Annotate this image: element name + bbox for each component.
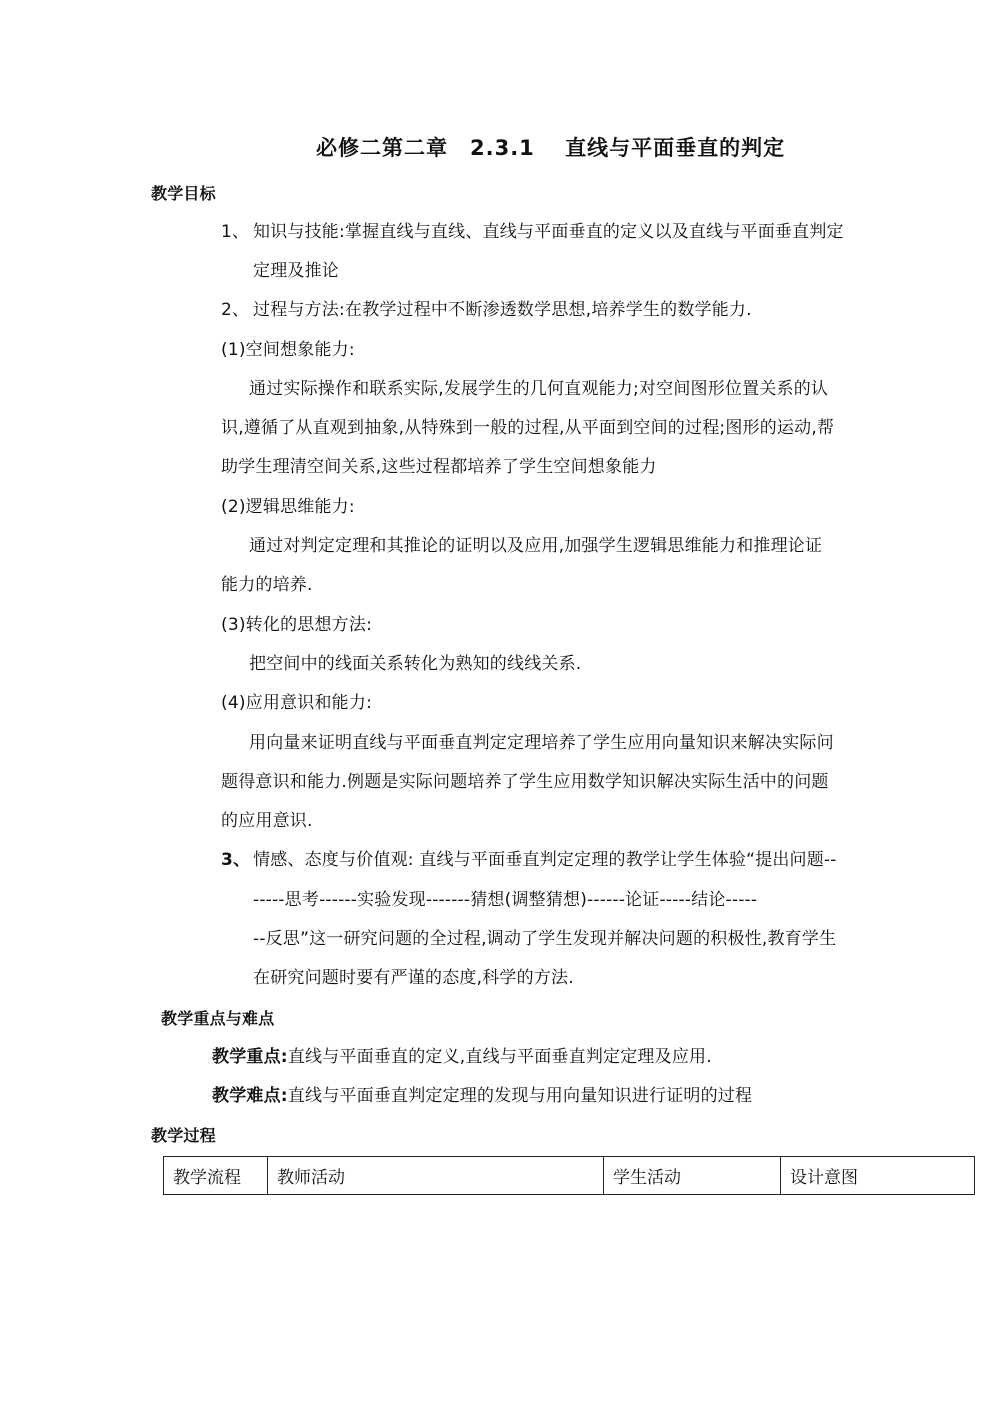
subgoal-3-line-1: 把空间中的线面关系转化为熟知的线线关系. xyxy=(249,654,582,674)
focus-label: 教学重点: xyxy=(212,1047,288,1067)
goal-item-2-number: 2、 xyxy=(221,300,250,320)
subgoal-4-heading: (4)应用意识和能力: xyxy=(221,693,373,713)
goal-item-3-line-4: 在研究问题时要有严谨的态度,科学的方法. xyxy=(253,968,574,988)
goal-item-1-line-1: 知识与技能:掌握直线与直线、直线与平面垂直的定义以及直线与平面垂直判定 xyxy=(253,222,844,242)
subgoal-2-line-1: 通过对判定定理和其推论的证明以及应用,加强学生逻辑思维能力和推理论证 xyxy=(249,536,823,556)
table-header-row xyxy=(164,1157,975,1195)
difficulty-text: 直线与平面垂直判定定理的发现与用向量知识进行证明的过程 xyxy=(287,1086,753,1106)
subgoal-3-heading: (3)转化的思想方法: xyxy=(221,615,373,635)
goal-item-3-line-1: 情感、态度与价值观: 直线与平面垂直判定定理的教学让学生体验“提出问题-- xyxy=(253,850,837,870)
subgoal-2-line-2: 能力的培养. xyxy=(221,575,313,595)
table-header-cell: 学生活动 xyxy=(604,1157,781,1195)
goal-item-3-line-2: -----思考------实验发现-------猜想(调整猜想)------论证-----结论----- xyxy=(253,890,758,910)
section-heading-process: 教学过程 xyxy=(151,1126,216,1145)
focus-text: 直线与平面垂直的定义,直线与平面垂直判定定理及应用. xyxy=(287,1047,712,1067)
teaching-process-table xyxy=(163,1156,975,1195)
subgoal-4-line-1: 用向量来证明直线与平面垂直判定定理培养了学生应用向量知识来解决实际问 xyxy=(249,733,834,753)
focus-row xyxy=(212,1046,712,1068)
subgoal-4-line-3: 的应用意识. xyxy=(221,811,313,831)
table-header-cell: 教学流程 xyxy=(164,1157,268,1195)
subgoal-1-heading: (1)空间想象能力: xyxy=(221,340,355,360)
goal-item-1-line-2: 定理及推论 xyxy=(253,261,339,281)
subgoal-1-line-3: 助学生理清空间关系,这些过程都培养了学生空间想象能力 xyxy=(221,457,657,477)
subgoal-2-heading: (2)逻辑思维能力: xyxy=(221,497,355,517)
goal-item-3-number: 3、 xyxy=(221,850,251,870)
subgoal-1-line-1: 通过实际操作和联系实际,发展学生的几何直观能力;对空间图形位置关系的认 xyxy=(249,379,829,399)
goal-item-3-line-3: --反思”这一研究问题的全过程,调动了学生发现并解决问题的积极性,教育学生 xyxy=(253,929,837,949)
goal-item-2-line-1: 过程与方法:在教学过程中不断渗透数学思想,培养学生的数学能力. xyxy=(253,300,752,320)
table-header-cell: 教师活动 xyxy=(268,1157,604,1195)
subgoal-4-line-2: 题得意识和能力.例题是实际问题培养了学生应用数学知识解决实际生活中的问题 xyxy=(221,772,829,792)
section-heading-keypoints: 教学重点与难点 xyxy=(161,1009,275,1028)
difficulty-row xyxy=(212,1085,752,1107)
page-title: 必修二第二章 2.3.1 直线与平面垂直的判定 xyxy=(316,136,786,160)
table-header-cell: 设计意图 xyxy=(781,1157,975,1195)
difficulty-label: 教学难点: xyxy=(212,1086,288,1106)
section-heading-goals: 教学目标 xyxy=(151,184,216,203)
goal-item-1-number: 1、 xyxy=(221,222,250,242)
subgoal-1-line-2: 识,遵循了从直观到抽象,从特殊到一般的过程,从平面到空间的过程;图形的运动,帮 xyxy=(221,418,835,438)
